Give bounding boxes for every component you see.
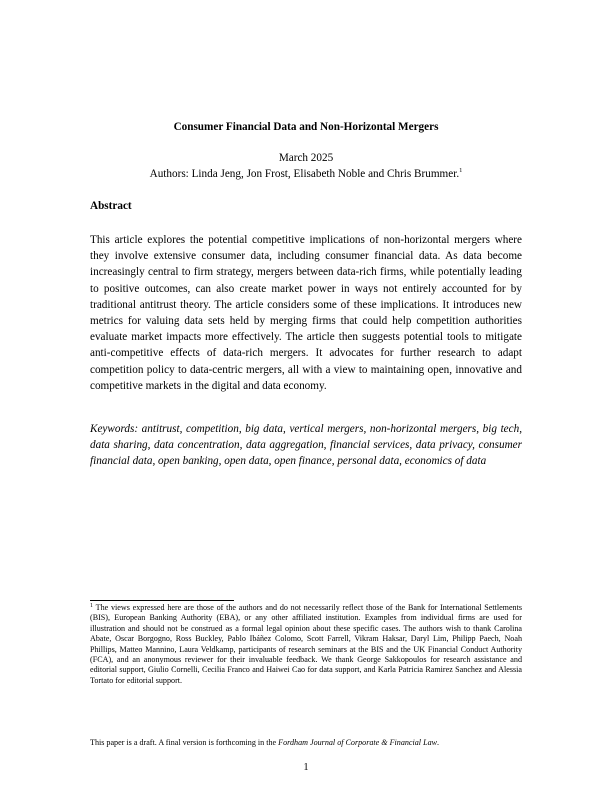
page-number: 1	[303, 762, 309, 773]
keywords: Keywords: antitrust, competition, big data, vertical mergers, non-horizontal mergers, big tech, data sharing, data concentration, data aggregation, financial services, data privacy, consumer financial data, open banking, open data, open finance, personal data, economics of data	[90, 423, 522, 468]
footnote-text: The views expressed here are those of the authors and do not necessarily reflect those of the Bank for International Settlements (BIS), European Banking Authority (EBA), or any other affiliated institution. Examples from individual firms are used for illustration and should not be construed as a formal legal opinion about these specific cases. The authors wish to thank Carolina Abate, Oscar Borgogno, Ross Buckley, Pablo Ibáñez Colomo, Scott Farrell, Vikram Haksar, Daryl Lim, Philipp Paech, Noah Phillips, Matteo Mannino, Laura Veldkamp, participants of research seminars at the BIS and the UK Financial Conduct Authority (FCA), and an anonymous reviewer for their invaluable feedback. We thank George Sakkopoulos for research assistance and editorial support, Giulio Cornelli, Cecilia Franco and Haiwei Cao for data support, and Karla Patricia Ramirez Sanchez and Alessia Tortato for editorial support.	[90, 603, 522, 685]
author-names: Linda Jeng, Jon Frost, Elisabeth Noble and Chris Brummer.	[191, 168, 460, 180]
footnote-marker: 1	[90, 603, 93, 609]
draft-notice	[90, 738, 522, 748]
draft-notice-suffix: .	[437, 738, 440, 747]
paper-title: Consumer Financial Data and Non-Horizontal Mergers	[173, 121, 439, 133]
footnote	[90, 603, 522, 686]
journal-name: Fordham Journal of Corporate & Financial Law	[278, 738, 438, 747]
footnote-divider	[90, 600, 234, 601]
publication-date: March 2025	[278, 152, 334, 164]
draft-notice-prefix: This paper is a draft. A final version is forthcoming in the	[90, 738, 279, 747]
abstract-heading: Abstract	[90, 200, 132, 212]
authors-prefix: Authors:	[149, 168, 192, 180]
author-footnote-marker[interactable]: 1	[459, 167, 463, 174]
author-line	[0, 167, 612, 181]
abstract-text: This article explores the potential competitive implications of non-horizontal mergers where they involve extensive consumer data, including consumer financial data. As data become increasingly central to firm strategy, mergers between data-rich firms, while potentially leading to positive outcomes, can also create market power in ways not entirely accounted for by traditional antitrust theory. The article considers some of these implications. It introduces new metrics for valuing data sets held by merging firms that could help competition authorities evaluate market impacts more effectively. The article then suggests potential tools to mitigate anti-competitive effects of data-rich mergers. It advocates for further research to adapt competition policy to data-centric mergers, all with a view to maintaining open, innovative and competitive markets in the digital and data economy.	[90, 234, 522, 392]
